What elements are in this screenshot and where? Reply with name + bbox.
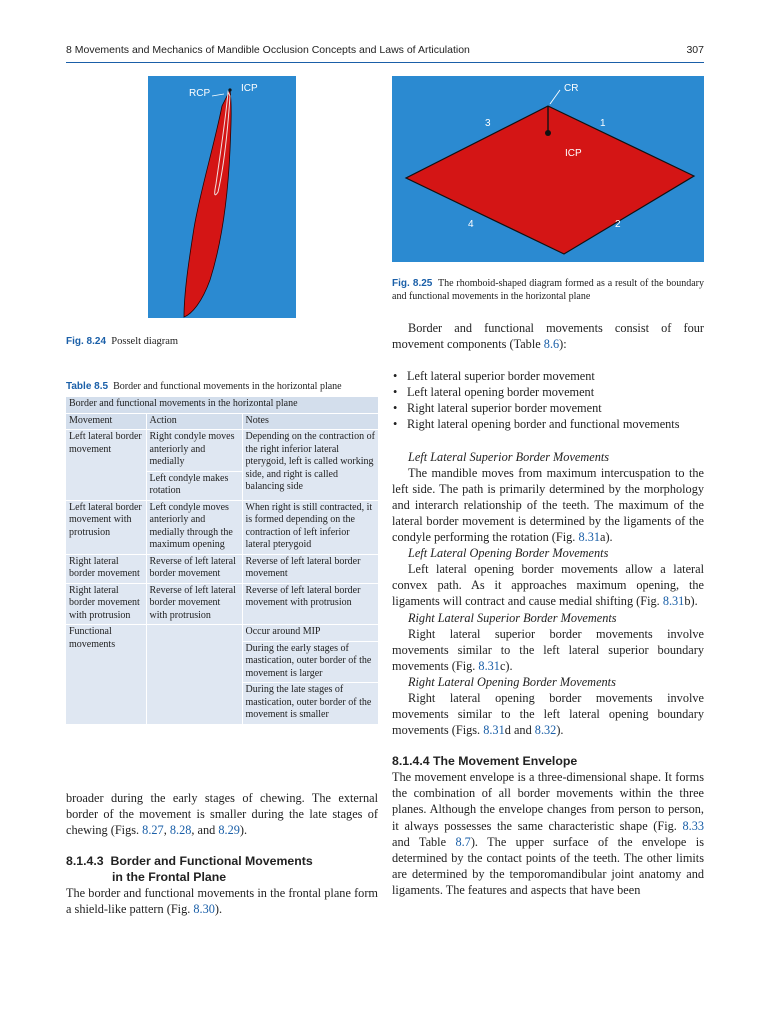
rhomboid-diagram-figure bbox=[392, 76, 704, 262]
figure-link[interactable]: 8.28 bbox=[169, 823, 192, 838]
movement-components-list bbox=[392, 368, 704, 432]
list-item: • Left lateral superior border movement bbox=[392, 368, 704, 384]
table-header-row bbox=[66, 413, 378, 430]
rcp-leader-line bbox=[212, 94, 224, 96]
table-row bbox=[66, 625, 378, 724]
header-action: Action bbox=[146, 413, 242, 430]
paragraph bbox=[66, 885, 378, 917]
text: Right lateral opening border movements involve movements similar to the left lateral opening boundary movements (Figs. bbox=[392, 690, 704, 738]
table-row bbox=[66, 430, 378, 501]
chapter-title: 8 Movements and Mechanics of Mandible Occlusion Concepts and Laws of Articulation bbox=[66, 44, 470, 56]
paragraph bbox=[392, 320, 704, 352]
cell-action bbox=[146, 430, 242, 501]
subsection-title: Left Lateral Opening Border Movements bbox=[408, 546, 609, 561]
cell-movement: Right lateral border movement bbox=[66, 554, 146, 583]
icp-label: ICP bbox=[565, 148, 582, 159]
table-link[interactable]: 8.7 bbox=[455, 834, 471, 849]
figure-link[interactable]: 8.29 bbox=[218, 823, 240, 838]
figure-8-25-caption-text: The rhomboid-shaped diagram formed as a result of the boundary and functional movements in the horizontal plane bbox=[392, 278, 705, 302]
text: a). bbox=[600, 530, 613, 545]
text: broader during the early stages of chewing. The external border of the movement is smaller during the late stages of chewing (Figs. bbox=[66, 791, 378, 838]
section-title-line-1: Border and Functional Movements bbox=[110, 854, 313, 869]
rhomboid-diagram bbox=[392, 76, 704, 262]
list-item: • Left lateral opening border movement bbox=[392, 384, 704, 400]
icp-label: ICP bbox=[241, 83, 258, 94]
text: The movement envelope is a three-dimensional shape. It forms the combination of all border movements within the three planes. Although the envelope changes from person to person, it always possesses the same characteristic shape (Fig. bbox=[392, 770, 704, 833]
cell-action: Reverse of left lateral border movement bbox=[146, 554, 242, 583]
text: Border and functional movements consist of four movement components (Table bbox=[392, 321, 704, 352]
text: b). bbox=[684, 594, 698, 609]
subsection-title: Left Lateral Superior Border Movements bbox=[408, 449, 610, 464]
cell-action-line: Left condyle makes rotation bbox=[147, 471, 242, 498]
cell-notes: Depending on the contraction of the right inferior lateral pterygoid, left is called working side, and right is called balancing side bbox=[242, 430, 378, 501]
header-rule bbox=[66, 62, 704, 63]
running-header bbox=[66, 44, 704, 60]
section-number: 8.1.4.4 bbox=[392, 754, 430, 769]
paragraph bbox=[66, 790, 378, 838]
header-movement: Movement bbox=[66, 413, 146, 430]
list-item: • Right lateral superior border movement bbox=[392, 400, 704, 416]
cell-notes-line: During the late stages of mastication, outer border of the movement is smaller bbox=[243, 682, 379, 722]
cr-label: CR bbox=[564, 83, 579, 94]
figure-link[interactable]: 8.31 bbox=[483, 723, 505, 738]
paragraph bbox=[392, 690, 704, 738]
page-number: 307 bbox=[686, 44, 704, 56]
subsection-title: Right Lateral Superior Border Movements bbox=[408, 610, 617, 625]
section-heading-8-1-4-3 bbox=[66, 853, 378, 885]
cell-movement: Left lateral border movement bbox=[69, 431, 142, 455]
figure-8-25-label: Fig. 8.25 bbox=[392, 278, 433, 289]
text: ). bbox=[556, 723, 564, 738]
paragraph bbox=[392, 465, 704, 545]
text: Left lateral opening border movements allow a lateral convex path. As it approaches maximum opening, the ligaments will contract and cause medial shifting (Fig. bbox=[392, 562, 704, 609]
text: and Table bbox=[392, 834, 456, 849]
left-column-text bbox=[66, 790, 378, 917]
cell-notes bbox=[242, 625, 378, 724]
segment-4-label: 4 bbox=[468, 219, 474, 230]
table-8-5-caption bbox=[66, 381, 342, 393]
cell-movement: Right lateral border movement with protrusion bbox=[66, 583, 146, 625]
table-title: Border and functional movements in the horizontal plane bbox=[66, 397, 378, 413]
paragraph bbox=[392, 561, 704, 609]
movements-table bbox=[66, 397, 378, 724]
text: ): bbox=[559, 337, 567, 352]
text: , and bbox=[191, 823, 219, 838]
icp-point bbox=[545, 130, 551, 136]
posselt-diagram-figure bbox=[148, 76, 296, 318]
table-row bbox=[66, 554, 378, 583]
figure-link[interactable]: 8.27 bbox=[142, 823, 164, 838]
figure-8-24-caption bbox=[66, 335, 378, 348]
cell-action: Reverse of left lateral border movement with protrusion bbox=[146, 583, 242, 625]
table-title-row bbox=[66, 397, 378, 413]
text: , bbox=[163, 823, 170, 838]
text: Right lateral superior border movements involve movements similar to the left lateral superior boundary movements (Fig. bbox=[392, 626, 704, 673]
subsection-title: Right Lateral Opening Border Movements bbox=[408, 674, 616, 689]
cr-leader-line bbox=[550, 90, 560, 104]
figure-link[interactable]: 8.30 bbox=[193, 902, 215, 917]
right-column-text bbox=[392, 320, 704, 898]
section-title: The Movement Envelope bbox=[433, 754, 578, 769]
figure-link[interactable]: 8.31 bbox=[478, 658, 500, 673]
cell-notes-line: Occur around MIP bbox=[245, 626, 321, 637]
paragraph bbox=[392, 769, 704, 898]
icp-point bbox=[228, 88, 231, 91]
figure-8-24-label: Fig. 8.24 bbox=[66, 336, 107, 347]
figure-link[interactable]: 8.31 bbox=[578, 530, 600, 545]
segment-1-label: 1 bbox=[600, 118, 606, 129]
list-item: • Right lateral opening border and functional movements bbox=[392, 416, 704, 432]
rhomboid-shape bbox=[406, 106, 694, 254]
table-link[interactable]: 8.6 bbox=[543, 337, 560, 352]
text: d and bbox=[504, 723, 535, 738]
figure-link[interactable]: 8.33 bbox=[682, 818, 704, 833]
rcp-label: RCP bbox=[189, 88, 211, 99]
cell-action bbox=[146, 625, 242, 724]
text: ). bbox=[214, 902, 223, 917]
header-notes: Notes bbox=[242, 413, 378, 430]
cell-action-line: Right condyle moves anteriorly and medially bbox=[149, 431, 235, 467]
table-8-5-label: Table 8.5 bbox=[66, 381, 109, 392]
posselt-diagram bbox=[148, 76, 296, 318]
text: The border and functional movements in the frontal plane form a shield-like pattern (Fig. bbox=[66, 886, 378, 917]
section-heading-8-1-4-4 bbox=[392, 753, 704, 769]
cell-notes-line: During the early stages of mastication, outer border of the movement is larger bbox=[243, 641, 379, 681]
section-number: 8.1.4.3 bbox=[66, 854, 104, 869]
segment-2-label: 2 bbox=[615, 219, 621, 230]
figure-8-25-caption bbox=[392, 277, 704, 303]
section-title-line-2: in the Frontal Plane bbox=[112, 870, 227, 885]
cell-notes: When right is still contracted, it is formed depending on the contraction of left inferior lateral pterygoid bbox=[242, 500, 378, 554]
cell-notes: Reverse of left lateral border movement with protrusion bbox=[242, 583, 378, 625]
table-8-5-caption-text: Border and functional movements in the horizontal plane bbox=[113, 381, 342, 392]
text: The mandible moves from maximum intercuspation to the left side. The path is primarily determined by the morphology and interarch relationship of the teeth. The maximum of the lateral border movement is determined by the ligaments of the condyle performing the rotation (Fig. bbox=[392, 465, 704, 545]
cell-notes: Reverse of left lateral border movement bbox=[242, 554, 378, 583]
figure-link[interactable]: 8.31 bbox=[662, 594, 685, 609]
cell-action: Left condyle moves anteriorly and medially through the maximum opening bbox=[146, 500, 242, 554]
cell-movement: Left lateral border movement with protrusion bbox=[66, 500, 146, 554]
text: ). bbox=[239, 823, 248, 838]
cell-movement: Functional movements bbox=[66, 625, 146, 724]
segment-3-label: 3 bbox=[485, 118, 491, 129]
table-row bbox=[66, 500, 378, 554]
figure-8-24-caption-text: Posselt diagram bbox=[111, 336, 179, 347]
paragraph bbox=[392, 626, 704, 674]
table-row bbox=[66, 583, 378, 625]
text: c). bbox=[499, 658, 513, 673]
text: ). The upper surface of the envelope is determined by the contact points of the teeth. The other limits are determined by the temporomandibular joint anatomy and ligaments. The features and aspects that have been bbox=[392, 834, 704, 897]
figure-link[interactable]: 8.32 bbox=[534, 723, 557, 738]
